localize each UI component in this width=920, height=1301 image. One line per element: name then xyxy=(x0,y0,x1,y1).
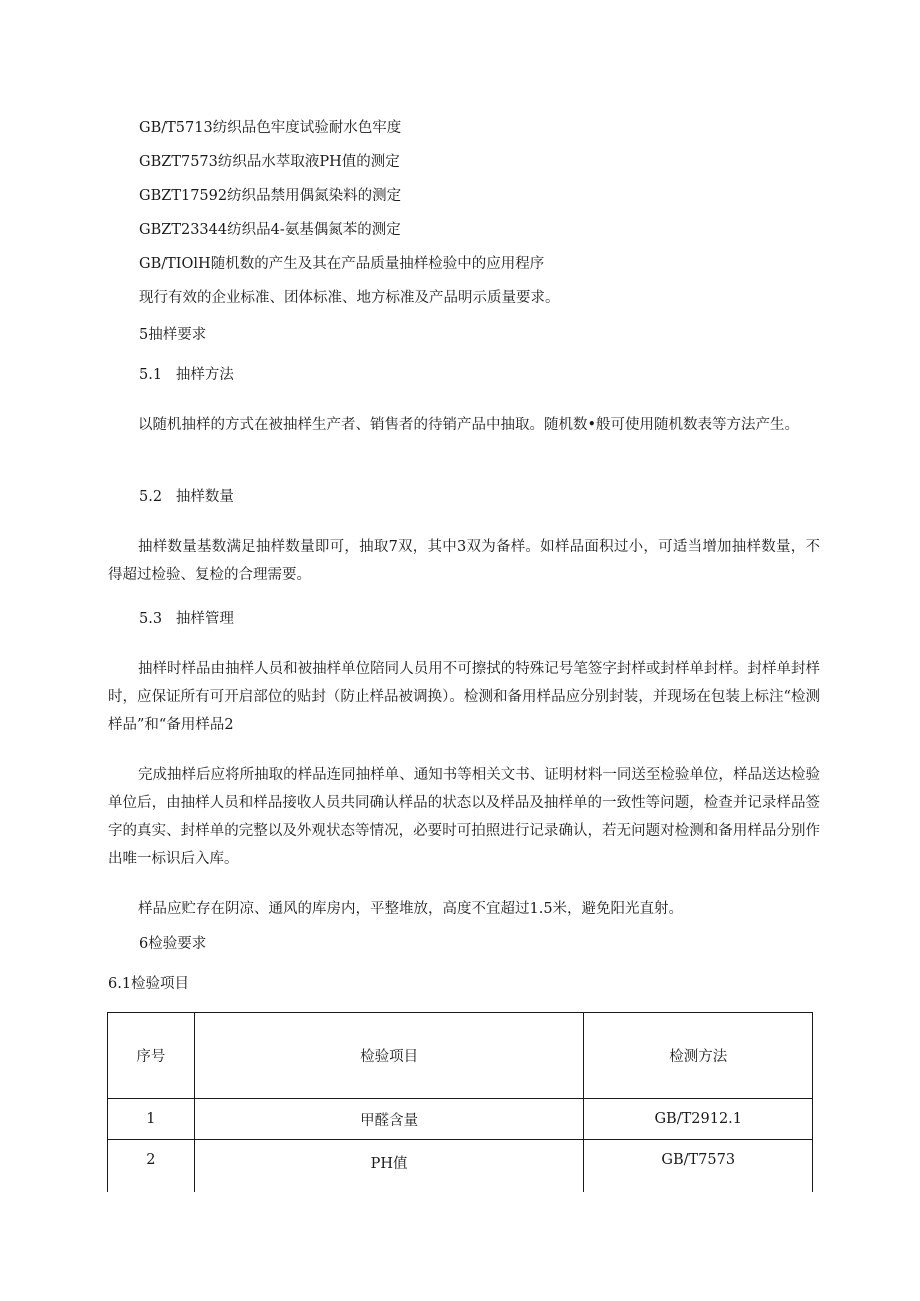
section-5-3-body-1: 抽样时样品由抽样人员和被抽样单位陪同人员用不可擦拭的特殊记号笔签字封样或封样单封样。封样单封样时，应保证所有可开启部位的贴封（防止样品被调换）。检测和备用样品应分别封装，并现场在包装上标注“检测样品”和“备用样品2 xyxy=(108,661,820,733)
section-5-2-body: 抽样数量基数满足抽样数量即可，抽取7双，其中3双为备样。如样品面积过小，可适当增加抽样数量，不得超过检验、复检的合理需要。 xyxy=(108,539,820,583)
section-5-3-body-3: 样品应贮存在阴凉、通风的库房内，平整堆放，高度不宜超过1.5米，避免阳光直射。 xyxy=(138,901,684,917)
cell-serial: 2 xyxy=(108,1140,195,1193)
cell-serial: 1 xyxy=(108,1099,195,1140)
standard-ref-6: 现行有效的企业标准、团体标准、地方标准及产品明示质量要求。 xyxy=(139,290,560,306)
section-5-3-body-2: 完成抽样后应将所抽取的样品连同抽样单、通知书等相关文书、证明材料一同送至检验单位，样品送达检验单位后，由抽样人员和样品接收人员共同确认样品的状态以及样品及抽样单的一致性等问题，检查并记录样品签字的真实、封样单的完整以及外观状态等情况，必要时可拍照进行记录确认，若无问题对检测和备用样品分别作出唯一标识后入库。 xyxy=(108,767,820,867)
header-serial: 序号 xyxy=(108,1013,195,1099)
table-row xyxy=(108,1140,813,1193)
standard-ref-3: GBZT17592纺织品禁用偶氮染料的测定 xyxy=(139,188,402,204)
section-5-2-heading: 5.2 抽样数量 xyxy=(139,489,234,505)
table-row xyxy=(108,1099,813,1140)
section-5-heading: 5抽样要求 xyxy=(139,327,207,343)
cell-method: GB/T7573 xyxy=(584,1140,813,1193)
header-method: 检测方法 xyxy=(584,1013,813,1099)
table-header-row xyxy=(108,1013,813,1099)
standard-ref-4: GBZT23344纺织品4-氨基偶氮苯的测定 xyxy=(139,222,401,238)
standard-ref-2: GBZT7573纺织品水萃取液PH值的测定 xyxy=(139,154,400,170)
section-5-1-heading: 5.1 抽样方法 xyxy=(139,367,234,383)
inspection-items-table xyxy=(107,1012,813,1192)
standard-ref-1: GB/T5713纺织品色牢度试验耐水色牢度 xyxy=(139,120,402,136)
cell-item: 甲醛含量 xyxy=(194,1099,584,1140)
section-5-3-heading: 5.3 抽样管理 xyxy=(139,611,234,627)
header-item: 检验项目 xyxy=(194,1013,584,1099)
section-6-1-heading: 6.1检验项目 xyxy=(108,976,190,992)
cell-method: GB/T2912.1 xyxy=(584,1099,813,1140)
section-5-1-body: 以随机抽样的方式在被抽样生产者、销售者的待销产品中抽取。随机数•般可使用随机数表等方法产生。 xyxy=(138,417,800,433)
section-6-heading: 6检验要求 xyxy=(139,936,207,952)
cell-item: PH值 xyxy=(194,1140,584,1193)
standard-ref-5: GB/TIOlH随机数的产生及其在产品质量抽样检验中的应用程序 xyxy=(139,256,545,272)
